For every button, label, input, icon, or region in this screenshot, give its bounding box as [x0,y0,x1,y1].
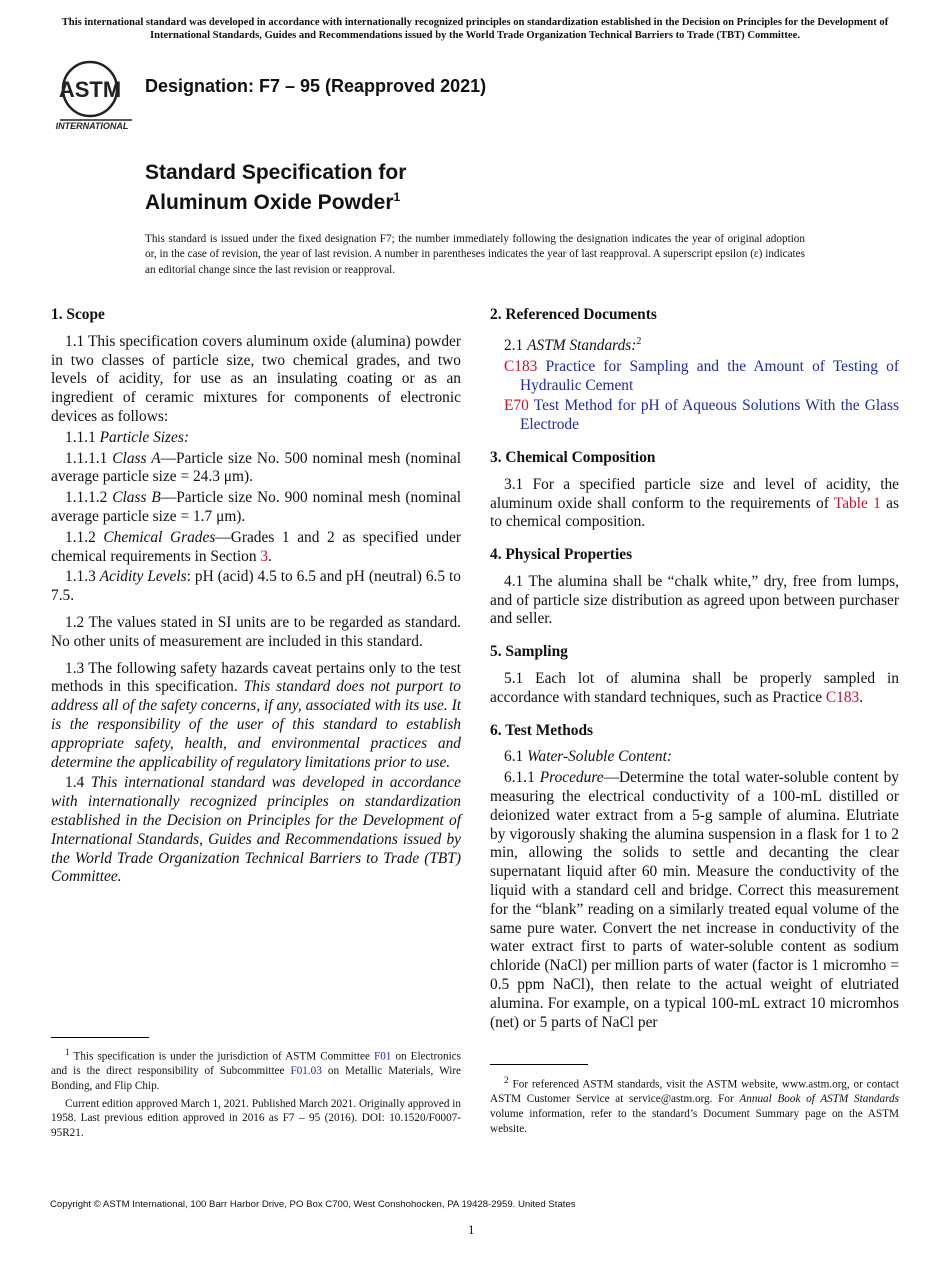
page-title [145,160,406,215]
section-6-heading: 6. Test Methods [490,721,594,739]
para-1-1-1-2: 1.1.1.2 Class B—Particle size No. 900 nominal mesh (nominal average particle size = 1.7 μm). [51,489,462,525]
practice-c183-link[interactable]: C183 [825,688,860,706]
para-6-1: 6.1 Water-Soluble Content: [504,748,672,766]
section-3-link[interactable]: 3 [260,547,269,565]
footnote-rule-left [51,1037,149,1038]
copyright-line: Copyright © ASTM International, 100 Barr Harbor Drive, PO Box C700, West Conshohocken, PA 19428-2959. United States [50,1199,576,1210]
para-1-1-3: 1.1.3 Acidity Levels: pH (acid) 4.5 to 6.5 and pH (neutral) 6.5 to 7.5. [51,568,461,605]
title-line-1: Standard Specification for [145,161,407,184]
committee-f01-link[interactable]: F01 [373,1050,392,1063]
logo-subtext: INTERNATIONAL [55,121,129,131]
subcommittee-f01-03-link[interactable]: F01.03 [290,1065,322,1078]
designation: Designation: F7 – 95 (Reapproved 2021) [145,76,487,96]
left-column [51,306,461,889]
page-number: 1 [468,1222,475,1237]
table-1-link[interactable]: Table 1 [833,494,881,512]
footnote-2: $^2$ For referenced ASTM standards, visit the ASTM website, www.astm.org, or contact ASTM Customer Service at service@astm.org. For Annual Book of ASTM Standards volume information, refer to the standard’s Document Summary page on the ASTM website. [490,1076,899,1135]
para-1-4: 1.4 This international standard was developed in accordance with internationally recognized principles on standardization established in the Decision on Principles for the Development of International Standards, Guides and Recommendations issued by the World Trade Organization Technical Barriers to Trade (TBT) Committee. [51,774,461,886]
section-5-heading: 5. Sampling [490,643,568,661]
footnote-1-edition: Current edition approved March 1, 2021. Published March 2021. Originally approved in 1958. Last previous edition approved in 2016 as F7 – 95 (2016). DOI: 10.1520/F0007-95R21. [51,1097,461,1139]
ref-c183[interactable]: C183 Practice for Sampling and the Amount of Testing of Hydraulic Cement [504,357,899,394]
right-column [490,306,899,1034]
footnote-rule-right [490,1064,588,1065]
para-1-1: 1.1 This specification covers aluminum oxide (alumina) powder in two classes of particle size, two chemical grades, and two levels of acidity, for use as an insulating coating or as an ingredient of ceramic mixtures for components of electronic devices as follows: [51,332,461,425]
section-3-heading: 3. Chemical Composition [490,448,656,466]
para-4-1: 4.1 The alumina shall be “chalk white,” dry, free from lumps, and of particle size distribution as agreed upon between purchaser and seller. [490,572,899,628]
footnote-1: $^1$ This specification is under the jurisdiction of ASTM Committee F01 on Electronics and is the direct responsibility of Subcommittee F01.03 on Metallic Materials, Wire Bonding, and Flip Chip. Current edition approved March 1, 2021. Published March 2021. Originally approved in 1958. Last previous edition approved in 2016 as F7 – 95 (2016). DOI: 10.1520/F0007-95R21. [51,1048,462,1139]
title-line-2: Aluminum Oxide Powder [145,191,394,214]
section-1-heading: 1. Scope [51,306,105,323]
section-4-heading: 4. Physical Properties [490,546,633,564]
para-2-1: 2.1 ASTM Standards:$^2$ [504,335,642,354]
section-2-heading: 2. Referenced Documents [490,306,657,323]
ref-e70[interactable]: E70 Test Method for pH of Aqueous Solutions With the Glass Electrode [504,397,899,434]
logo-text: ASTM [58,77,122,102]
para-1-1-1-1: 1.1.1.1 Class A—Particle size No. 500 nominal mesh (nominal average particle size = 24.3 μm). [51,449,461,486]
para-1-3: 1.3 The following safety hazards caveat pertains only to the test methods in this specification. This standard does not purport to address all of the safety concerns, if any, associated with its use. It is the responsibility of the user of this standard to establish appropriate safety, health, and environmental practices and determine the applicability of regulatory limitations prior to use. [51,659,461,771]
title-footnote-marker: 1 [393,190,401,204]
intro-paragraph: This standard is issued under the fixed designation F7; the number immediately following the designation indicates the year of original adoption or, in the case of revision, the year of last revision. A number in parentheses indicates the year of last reapproval. A superscript epsilon (ε) indicates an editorial change since the last revision or reapproval. [145,233,805,276]
para-1-1-2: 1.1.2 Chemical Grades—Grades 1 and 2 as specified under chemical requirements in Section 3. [51,528,461,565]
header-notice: This international standard was developed in accordance with internationally recognized principles on standardization established in the Decision on Principles for the Development of International Standards, Guides and Recommendations issued by the World Trade Organization Technical Barriers to Trade (TBT) Committee. [61,17,889,41]
para-1-2: 1.2 The values stated in SI units are to be regarded as standard. No other units of measurement are included in this standard. [51,613,461,650]
para-6-1-1: 6.1.1 Procedure—Determine the total water-soluble content by measuring the electrical conductivity of a 100-mL distilled or deionized water extract from a 5-g sample of alumina. Elutriate by vigorously shaking the alumina suspension in a flask for 1 to 2 min, allowing the solids to settle and decanting the clear supernatant liquid after 60 min. Measure the conductivity of the liquid with a standard cell and bridge. Correct this measurement for the “blank” reading on a similarly treated equal volume of the same pure water. Convert the net increase in conductivity of the water extract first to parts of water-soluble content as sodium chloride (NaCl) per million parts of water (factor is 1 micromho = 0.5 ppm NaCl), then relate to the actual weight of elutriated alumina. For example, on a typical 100-mL extract 10 micromhos (net) or 5 parts of NaCl per [490,769,899,1031]
para-1-1-1: 1.1.1 Particle Sizes: [65,428,189,446]
para-3-1: 3.1 For a specified particle size and level of acidity, the aluminum oxide shall conform to the requirements of Table 1 as to chemical composition. [490,475,899,531]
para-5-1: 5.1 Each lot of alumina shall be properly sampled in accordance with standard techniques, such as Practice C183. [490,670,899,706]
astm-logo [52,56,136,132]
